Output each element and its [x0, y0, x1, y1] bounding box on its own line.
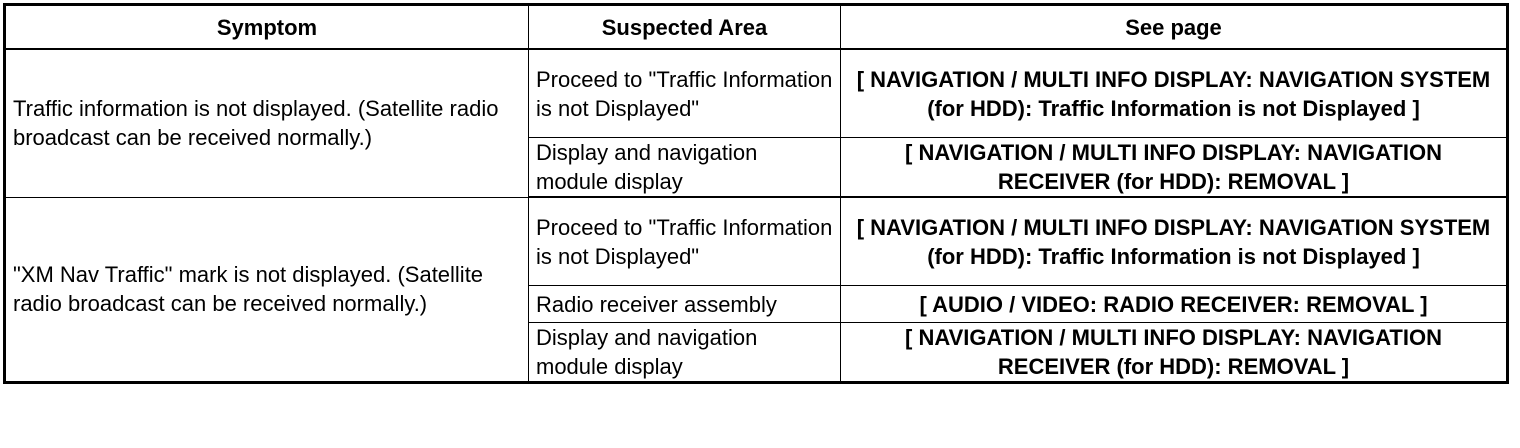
suspected-area-cell: Proceed to "Traffic Information is not Displayed" — [529, 197, 841, 286]
suspected-area-cell: Display and navigation module display — [529, 323, 841, 383]
header-suspected-area: Suspected Area — [529, 5, 841, 50]
table-row — [5, 197, 1508, 286]
table-row — [5, 49, 1508, 138]
suspected-area-cell: Radio receiver assembly — [529, 286, 841, 323]
symptom-cell: "XM Nav Traffic" mark is not displayed. (Satellite radio broadcast can be received normally.) — [5, 197, 529, 383]
table-header-row — [5, 5, 1508, 50]
see-page-link[interactable]: [ NAVIGATION / MULTI INFO DISPLAY: NAVIGATION RECEIVER (for HDD): REMOVAL ] — [841, 323, 1508, 383]
see-page-link[interactable]: [ AUDIO / VIDEO: RADIO RECEIVER: REMOVAL ] — [841, 286, 1508, 323]
header-symptom: Symptom — [5, 5, 529, 50]
see-page-link[interactable]: [ NAVIGATION / MULTI INFO DISPLAY: NAVIGATION RECEIVER (for HDD): REMOVAL ] — [841, 138, 1508, 198]
see-page-link[interactable]: [ NAVIGATION / MULTI INFO DISPLAY: NAVIGATION SYSTEM (for HDD): Traffic Information is not Displayed ] — [841, 197, 1508, 286]
suspected-area-cell: Display and navigation module display — [529, 138, 841, 198]
header-see-page: See page — [841, 5, 1508, 50]
see-page-link[interactable]: [ NAVIGATION / MULTI INFO DISPLAY: NAVIGATION SYSTEM (for HDD): Traffic Information is not Displayed ] — [841, 49, 1508, 138]
suspected-area-cell: Proceed to "Traffic Information is not Displayed" — [529, 49, 841, 138]
problem-symptoms-table — [3, 3, 1509, 384]
symptom-cell: Traffic information is not displayed. (Satellite radio broadcast can be received normally.) — [5, 49, 529, 197]
